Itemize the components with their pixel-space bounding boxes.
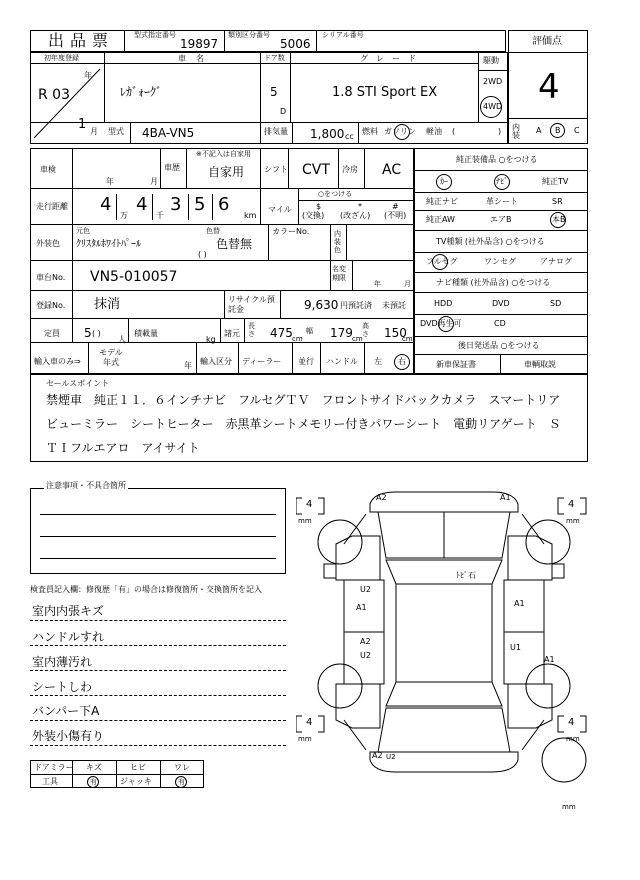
capacity-unit: 人 <box>118 335 126 344</box>
legend-header-2: キズ <box>86 763 102 772</box>
height-value: 150 <box>384 326 407 340</box>
equip-item-4: 純正ナビ <box>426 197 458 206</box>
mark-right-rear-fender-a1: A1 <box>544 655 555 664</box>
rating-value: 4 <box>538 67 560 107</box>
rating-label: 評価点 <box>532 36 562 47</box>
note-item-6: 外装小傷有り <box>32 729 105 743</box>
equip-item-3: 純正TV <box>542 177 569 186</box>
first-reg-value: R 03 <box>38 87 70 103</box>
drive-label: 駆動 <box>483 56 499 65</box>
load-unit: kg <box>206 335 216 344</box>
fuel-value: ガソリン <box>384 127 416 136</box>
legend-row-1: 工具 <box>42 777 58 786</box>
first-reg-year-suffix: 年 <box>84 71 92 80</box>
history-label: 車歴 <box>164 163 180 172</box>
car-name-label: 車名 <box>178 54 214 63</box>
fuel-circle <box>394 124 410 140</box>
tampered-symbol: * <box>358 202 362 211</box>
mark-left-rear-a2: A2 <box>360 637 371 646</box>
equipment-label: 純正装備品 ○をつける <box>456 155 538 164</box>
dims-label: 諸元 <box>224 329 240 338</box>
legend-row-2: 有 <box>90 778 97 786</box>
mark-left-front-a1: A1 <box>356 603 367 612</box>
spare-unit: mm <box>562 803 576 811</box>
mark-front-bumper-a2: A2 <box>376 493 387 502</box>
displacement-value: 1,800 <box>310 127 345 141</box>
inspection-year: 年 <box>106 177 114 186</box>
handle-label: ハンドル <box>326 357 358 366</box>
ac-label: 冷房 <box>342 165 358 174</box>
reg-no-label: 登録No. <box>36 301 66 310</box>
exchange-label: (交換) <box>302 211 325 220</box>
tread-rear-right-unit: mm <box>566 735 580 743</box>
equip-item-2: ﾅﾋﾞ <box>496 177 508 186</box>
tread-front-left-unit: mm <box>298 517 312 525</box>
model-year-label: モデル年式 <box>99 348 123 367</box>
name-change-year: 年 <box>374 280 381 288</box>
mark-windshield-chip: ﾄﾋﾞ石 <box>456 571 476 580</box>
legend-row-3: ジャッキ <box>120 777 152 786</box>
recycle-unpaid: 未預託 <box>382 301 406 310</box>
handle-right: 右 <box>398 357 406 366</box>
mark-rear-bumper-a2: A2 <box>372 751 383 760</box>
handle-left: 左 <box>374 357 382 366</box>
equip-item-5: 革シート <box>486 197 518 206</box>
mileage-digit-5: 6 <box>218 194 230 215</box>
width-value: 179 <box>330 326 353 340</box>
first-reg-month: 1 <box>78 117 87 132</box>
import-parallel: 並行 <box>298 357 314 366</box>
equip-item-7: 純正AW <box>426 215 455 224</box>
note-item-5: バンパー下A <box>32 704 100 718</box>
notes-box <box>30 488 286 574</box>
name-change-label: 名変期限 <box>332 265 346 282</box>
navi-item-5: CD <box>494 319 506 328</box>
selling-point-line-3: ＴＩフルエアロ アイサイト <box>46 441 200 455</box>
equip-item-8: エアB <box>490 215 512 224</box>
exterior-color-value: ｸﾘｽﾀﾙﾎﾜｲﾄﾊﾟｰﾙ <box>76 239 141 250</box>
ac-value: AC <box>382 162 402 178</box>
tv-label: TV種類 (社外品含) ○をつける <box>436 237 545 246</box>
legend-row-4: 有 <box>178 778 185 786</box>
mileage-digit-1: 4 <box>100 194 112 215</box>
car-name-value: ﾚｶﾞｫｰｸﾞ <box>120 85 163 99</box>
mileage-sen: 千 <box>156 211 164 220</box>
tread-front-right-unit: mm <box>566 517 580 525</box>
exchange-symbol: $ <box>316 202 322 211</box>
drive-4wd-circle <box>480 96 502 118</box>
unknown-label: (不明) <box>384 211 407 220</box>
legend-header-3: ヒビ <box>130 763 146 772</box>
import-type-label: 輸入区分 <box>200 357 232 366</box>
history-value: 自家用 <box>208 165 245 179</box>
tread-front-left: 4 <box>306 499 313 510</box>
name-change-month: 月 <box>404 280 411 288</box>
color-change-label: 色替 <box>206 227 220 235</box>
doors-type: D <box>280 107 287 116</box>
mark-right-front-a1: A1 <box>514 599 525 608</box>
mileage-label: 走行距離 <box>36 202 68 211</box>
interior-a: A <box>536 126 542 135</box>
equip-item-6: SR <box>552 197 563 206</box>
width-unit: cm <box>352 335 363 343</box>
chassis-label: 車台No. <box>36 273 66 282</box>
navi-item-4-circle <box>438 316 454 332</box>
docs-label: 後日発送品 ○をつける <box>458 341 540 350</box>
equip-item-2-circle <box>494 174 510 190</box>
recycle-unit: 円預託済 <box>340 301 372 310</box>
model-type-label: 型式 <box>108 127 124 136</box>
equip-item-9-circle <box>550 212 566 228</box>
note-item-2: ハンドルすれ <box>32 630 105 644</box>
tv-item-3: アナログ <box>540 257 572 266</box>
mark-left-front-u2: U2 <box>360 585 371 594</box>
first-reg-label: 初年度登録 <box>44 54 79 62</box>
fuel-label: 燃料 <box>362 127 378 136</box>
selling-points-label: セールスポイント <box>46 379 110 388</box>
note-item-3: 室内薄汚れ <box>32 655 93 669</box>
color-change-value: 色替無 <box>216 237 253 251</box>
mark-right-rear-u1: U1 <box>510 643 521 652</box>
tread-rear-right: 4 <box>568 717 575 728</box>
width-label: 幅 <box>306 327 313 335</box>
displacement-label: 排気量 <box>264 127 288 136</box>
mileage-circle-note: ○をつける <box>318 190 353 198</box>
mileage-man: 万 <box>120 211 128 220</box>
fuel-paren-open: ( <box>452 127 456 136</box>
mileage-unit: km <box>244 211 257 220</box>
doors-value: 5 <box>270 85 278 99</box>
navi-label: ナビ種類 (社外品含) ○をつける <box>436 278 551 287</box>
reg-no-value: 抹消 <box>94 297 121 312</box>
original-color-label: 元色 <box>76 227 90 235</box>
interior-b: B <box>555 126 561 135</box>
drive-2wd: 2WD <box>483 77 503 86</box>
selling-point-line-2: ビューミラー シートヒーター 赤黒革シートメモリー付きパワーシート 電動リアゲート Ｓ <box>46 417 561 431</box>
tread-rear-left: 4 <box>306 717 313 728</box>
length-value: 475 <box>270 326 293 340</box>
tv-item-1: フルセグ <box>426 257 458 266</box>
docs-item-1: 新車保証書 <box>436 360 476 369</box>
displacement-unit: cc <box>345 132 354 141</box>
note-item-1: 室内内張キズ <box>32 604 104 618</box>
shift-label: シフト <box>264 165 288 174</box>
length-unit: cm <box>292 335 303 343</box>
height-unit: cm <box>402 335 413 343</box>
shift-value: CVT <box>302 162 330 178</box>
equip-item-1: ｶｰ <box>440 177 448 186</box>
first-reg-month-suffix: 月 <box>90 127 98 136</box>
legend-header-1: ドアミラー <box>34 763 74 772</box>
mile-label: マイル <box>268 205 292 214</box>
selling-point-line-1: 禁煙車 純正１１．６インチナビ フルセグＴＶ フロントサイドバックカメラ スマートリア <box>46 393 561 407</box>
mark-front-bumper-a1: A1 <box>500 493 511 502</box>
inspection-label: 車検 <box>40 165 56 174</box>
tv-item-1-circle <box>432 254 448 270</box>
import-label: 輸入車のみ⇒ <box>34 357 81 366</box>
serial-label: シリアル番号 <box>322 31 364 39</box>
inspection-month: 月 <box>150 177 158 186</box>
note-item-4: シートしわ <box>32 680 93 694</box>
height-label: 高さ <box>362 322 369 338</box>
interior-label: 内装 <box>512 123 520 140</box>
mileage-digit-2: 4 <box>136 194 148 215</box>
tread-front-right: 4 <box>568 499 575 510</box>
grade-value: 1.8 STI Sport EX <box>332 85 438 100</box>
equip-item-9: 本B <box>552 215 566 224</box>
page-title: 出品票 <box>48 31 115 50</box>
model-designation-value: 19897 <box>180 37 219 51</box>
equip-item-1-circle <box>436 174 452 190</box>
chassis-value: VN5-010057 <box>90 269 178 285</box>
tread-rear-left-unit: mm <box>298 735 312 743</box>
navi-item-2: DVD <box>492 299 510 308</box>
exterior-color-label: 外装色 <box>36 239 60 248</box>
model-year-unit: 年 <box>184 361 192 370</box>
history-note: ※不記入は自家用 <box>196 150 251 158</box>
light-oil-label: 軽油 <box>426 127 442 136</box>
tv-item-2: ワンセグ <box>484 257 516 266</box>
handle-right-circle <box>394 354 410 370</box>
interior-b-circle <box>550 123 565 138</box>
legend-row-4-circle <box>175 776 187 788</box>
mark-rear-bumper-u2: U2 <box>386 753 396 761</box>
length-label: 長さ <box>248 322 255 338</box>
tampered-label: (改ざん) <box>340 211 371 220</box>
model-designation-label: 型式指定番号 <box>134 31 176 39</box>
mark-left-rear-u2: U2 <box>360 651 371 660</box>
mileage-digit-4: 5 <box>194 194 206 215</box>
inspector-label: 検査員記入欄：修復歴「有」の場合は修復箇所・交換箇所を記入 <box>30 585 262 594</box>
car-diagram <box>296 484 592 814</box>
notes-label: 注意事項・不具合箇所 <box>46 481 126 490</box>
color-change-paren: ( ) <box>198 250 207 259</box>
recycle-label: リサイクル預託金 <box>228 295 275 314</box>
import-dealer: ディーラー <box>242 357 282 366</box>
capacity-value: 5 <box>84 326 92 340</box>
interior-c: C <box>574 126 580 135</box>
navi-item-1: HDD <box>434 299 453 308</box>
color-no-label: カラーNo. <box>272 227 310 236</box>
model-type-value: 4BA-VN5 <box>142 126 195 140</box>
category-label: 類別区分番号 <box>228 31 270 39</box>
recycle-value: 9,630 <box>304 298 339 312</box>
capacity-paren: ( ) <box>92 329 101 338</box>
capacity-label: 定員 <box>44 329 60 338</box>
legend-row-2-circle <box>87 776 99 788</box>
doors-label: ドア数 <box>264 54 285 62</box>
fuel-paren-close: ) <box>498 127 502 136</box>
navi-item-3: SD <box>550 299 562 308</box>
mileage-digit-3: 3 <box>170 194 182 215</box>
drive-4wd: 4WD <box>483 102 503 111</box>
grade-label: グレード <box>360 54 424 63</box>
interior-color-label: 内装色 <box>334 230 341 254</box>
category-value: 5006 <box>280 37 311 51</box>
docs-item-2: 車輌取説 <box>524 360 556 369</box>
unknown-symbol: # <box>392 202 399 211</box>
legend-header-4: ワレ <box>174 763 190 772</box>
load-label: 積載量 <box>134 329 158 338</box>
navi-item-4: DVD再生可 <box>420 319 462 328</box>
